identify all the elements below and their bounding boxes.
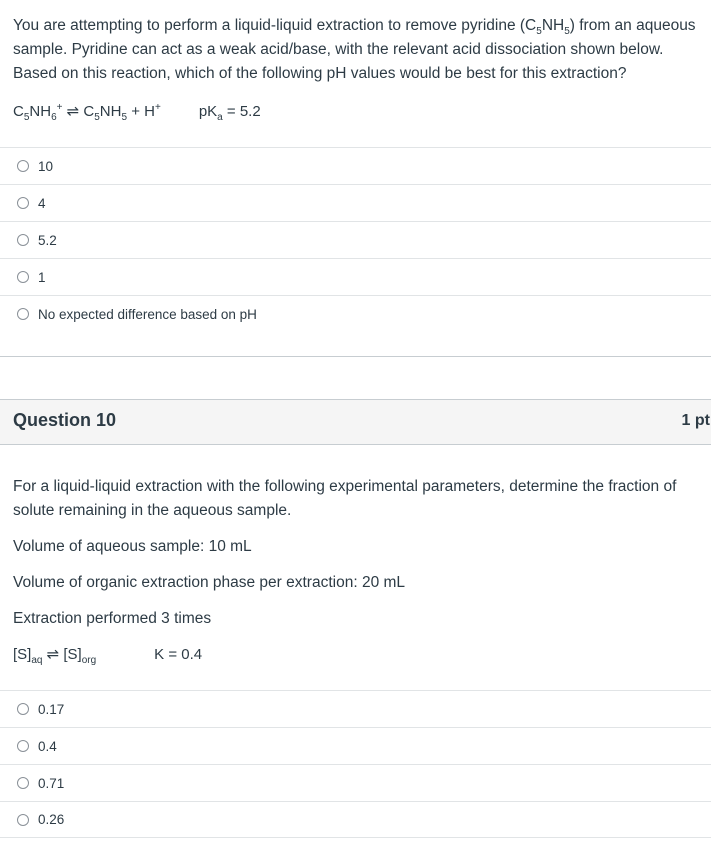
answer-option[interactable] [0,184,711,221]
k-value: K = 0.4 [154,646,203,663]
answer-option[interactable] [0,295,711,332]
answer-label[interactable]: 0.26 [38,812,65,827]
question-10-prompt: For a liquid-liquid extraction with the following experimental parameters, determine the fraction of solute remaining in the aqueous sample. [13,478,677,519]
answer-option[interactable] [0,258,711,295]
question-10-equilibrium: $[S]_{aq}$ ⇌ $[S]_{org}$ K = 0.4 [13,646,203,666]
answer-option[interactable] [0,727,711,764]
question-9-answers [0,147,711,332]
answer-option[interactable] [0,764,711,801]
radio-button[interactable] [17,160,29,172]
question-title: Question 10 [13,410,117,430]
question-points: 1 pt [681,412,710,429]
radio-button[interactable] [17,777,29,789]
answer-label[interactable]: 0.4 [38,738,57,754]
answer-label[interactable]: 0.71 [38,775,65,791]
answer-option[interactable] [0,801,711,838]
answer-label[interactable]: 0.17 [38,701,65,717]
answer-label[interactable]: 1 [38,269,46,285]
question-9-reaction: $C_5NH_6^+$ ⇌ $C_5NH_5 + H^+$ $pK_a = 5.2$ [13,102,261,123]
question-divider [0,356,711,357]
answer-label[interactable]: 4 [38,195,46,211]
answer-label[interactable]: 5.2 [38,232,57,248]
radio-button[interactable] [17,308,29,320]
question-9-prompt: You are attempting to perform a liquid-liquid extraction to remove pyridine $(C_5NH_5)$ from an aqueous sample. Pyridine can act as a weak acid/base, with the relevant acid dissociation shown below. Based on this reaction, which of the following pH values would be best for this extraction? [13,17,696,82]
radio-button[interactable] [17,234,29,246]
radio-button[interactable] [17,271,29,283]
pka-label: $pK_a = 5.2$ [198,103,261,123]
question-10-header [0,399,711,445]
question-10-answers [0,690,711,838]
param-extraction-count: Extraction performed 3 times [13,610,212,627]
radio-button[interactable] [17,197,29,209]
radio-button[interactable] [17,814,29,826]
answer-option[interactable] [0,690,711,727]
param-aqueous-volume: Volume of aqueous sample: 10 mL [13,538,252,555]
param-organic-volume: Volume of organic extraction phase per extraction: 20 mL [13,574,406,591]
answer-option[interactable] [0,147,711,184]
radio-button[interactable] [17,740,29,752]
radio-button[interactable] [17,703,29,715]
answer-label[interactable]: 10 [38,158,54,174]
answer-label[interactable]: No expected difference based on pH [38,306,257,322]
answer-option[interactable] [0,221,711,258]
